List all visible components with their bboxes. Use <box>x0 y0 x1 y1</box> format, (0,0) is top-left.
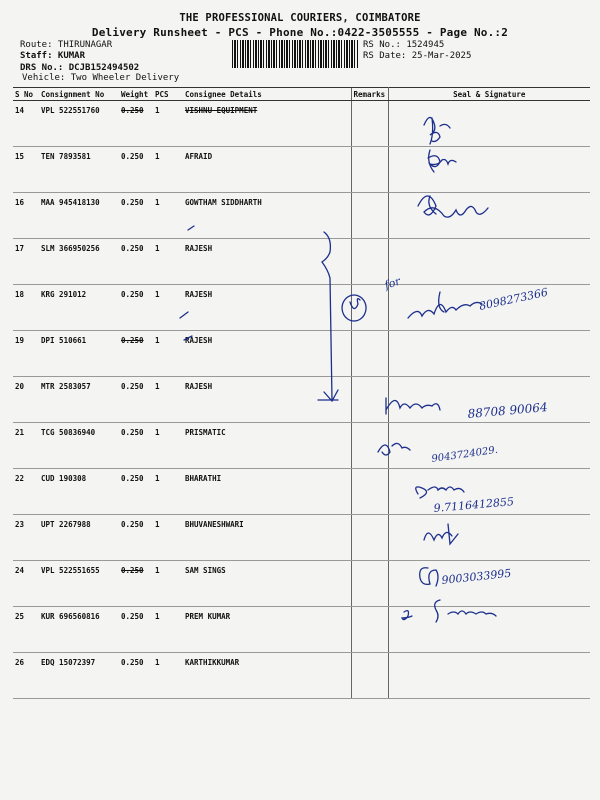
cell-signature <box>388 607 590 653</box>
runsheet-subtitle: Delivery Runsheet - PCS - Phone No.:0422-3505555 - Page No.:2 <box>91 26 509 39</box>
cell-consignment: CUD 190308 <box>39 469 119 515</box>
cell-sno: 17 <box>13 239 39 285</box>
cell-consignee: BHUVANESHWARI <box>183 515 351 561</box>
cell-pcs: 1 <box>153 469 183 515</box>
cell-sno: 19 <box>13 331 39 377</box>
rs-number: RS No.: 1524945 <box>363 40 445 50</box>
cell-sno: 22 <box>13 469 39 515</box>
table-row <box>13 653 590 699</box>
cell-consignee: RAJESH <box>183 331 351 377</box>
cell-remarks <box>351 239 388 285</box>
cell-weight: 0.250 <box>119 331 153 377</box>
col-pcs: PCS <box>153 88 183 101</box>
cell-sno: 25 <box>13 607 39 653</box>
cell-consignee: RAJESH <box>183 285 351 331</box>
cell-signature <box>388 561 590 607</box>
cell-consignee: SAM SINGS <box>183 561 351 607</box>
table-row <box>13 101 590 147</box>
cell-signature <box>388 101 590 147</box>
cell-consignment: TCG 50836940 <box>39 423 119 469</box>
cell-consignment: DPI 510661 <box>39 331 119 377</box>
cell-remarks <box>351 515 388 561</box>
cell-consignment: MTR 2583057 <box>39 377 119 423</box>
cell-weight: 0.250 <box>119 515 153 561</box>
cell-weight: 0.250 <box>119 193 153 239</box>
cell-remarks <box>351 377 388 423</box>
table-row <box>13 423 590 469</box>
table-header-row <box>13 88 590 101</box>
cell-consignee: GOWTHAM SIDDHARTH <box>183 193 351 239</box>
cell-remarks <box>351 193 388 239</box>
cell-sno: 24 <box>13 561 39 607</box>
col-weight: Weight <box>119 88 153 101</box>
table-row <box>13 239 590 285</box>
cell-weight: 0.250 <box>119 101 153 147</box>
company-title: THE PROFESSIONAL COURIERS, COIMBATORE <box>179 12 421 24</box>
vehicle-label: Vehicle: Two Wheeler Delivery <box>22 73 180 83</box>
cell-consignee: BHARATHI <box>183 469 351 515</box>
cell-remarks <box>351 561 388 607</box>
cell-remarks <box>351 653 388 699</box>
cell-weight: 0.250 <box>119 561 153 607</box>
cell-pcs: 1 <box>153 377 183 423</box>
table-row <box>13 285 590 331</box>
cell-sno: 21 <box>13 423 39 469</box>
cell-weight: 0.250 <box>119 147 153 193</box>
col-consignee: Consignee Details <box>183 88 351 101</box>
phone-row-22: 9043724029. <box>430 444 499 465</box>
cell-consignment: KUR 696560816 <box>39 607 119 653</box>
cell-weight: 0.250 <box>119 653 153 699</box>
cell-pcs: 1 <box>153 423 183 469</box>
cell-remarks <box>351 607 388 653</box>
cell-remarks <box>351 285 388 331</box>
col-seal-signature: Seal & Signature <box>388 88 590 101</box>
phone-row-25: 9003033995 <box>440 566 512 587</box>
cell-consignee: PRISMATIC <box>183 423 351 469</box>
cell-sno: 26 <box>13 653 39 699</box>
cell-pcs: 1 <box>153 607 183 653</box>
cell-pcs: 1 <box>153 147 183 193</box>
table-row <box>13 331 590 377</box>
cell-pcs: 1 <box>153 193 183 239</box>
col-remarks: Remarks <box>351 88 388 101</box>
cell-weight: 0.250 <box>119 469 153 515</box>
staff-label: Staff: KUMAR <box>20 51 86 61</box>
cell-signature <box>388 331 590 377</box>
cell-remarks <box>351 469 388 515</box>
for-note: for <box>382 274 403 292</box>
col-sno: S No <box>13 88 39 101</box>
cell-signature <box>388 515 590 561</box>
runsheet-table <box>13 87 590 699</box>
phone-row-21: 88708 90064 <box>467 400 549 421</box>
phone-row-23: 9.7116412855 <box>433 495 515 515</box>
cell-consignee: KARTHIKKUMAR <box>183 653 351 699</box>
cell-weight: 0.250 <box>119 285 153 331</box>
cell-consignment: VPL 522551760 <box>39 101 119 147</box>
col-consignment: Consignment No <box>39 88 119 101</box>
cell-remarks <box>351 147 388 193</box>
cell-signature <box>388 377 590 423</box>
cell-sno: 23 <box>13 515 39 561</box>
cell-sno: 16 <box>13 193 39 239</box>
cell-consignment: VPL 522551655 <box>39 561 119 607</box>
table-row <box>13 193 590 239</box>
cell-consignee: RAJESH <box>183 239 351 285</box>
cell-weight: 0.250 <box>119 377 153 423</box>
cell-remarks <box>351 331 388 377</box>
phone-row-18: 8098273366 <box>477 285 550 313</box>
cell-sno: 14 <box>13 101 39 147</box>
table-row <box>13 147 590 193</box>
cell-consignment: SLM 366950256 <box>39 239 119 285</box>
cell-consignee: AFRAID <box>183 147 351 193</box>
cell-signature <box>388 239 590 285</box>
cell-pcs: 1 <box>153 331 183 377</box>
route-label: Route: THIRUNAGAR <box>20 40 113 50</box>
cell-signature <box>388 423 590 469</box>
drs-number: DRS No.: DCJB152494502 <box>20 63 140 73</box>
cell-consignee: RAJESH <box>183 377 351 423</box>
table-row <box>13 377 590 423</box>
cell-sno: 20 <box>13 377 39 423</box>
table-row <box>13 607 590 653</box>
cell-pcs: 1 <box>153 239 183 285</box>
cell-consignment: EDQ 15072397 <box>39 653 119 699</box>
cell-signature <box>388 193 590 239</box>
cell-signature <box>388 147 590 193</box>
cell-pcs: 1 <box>153 285 183 331</box>
cell-consignee: VISHNU EQUIPMENT <box>183 101 351 147</box>
table-row <box>13 561 590 607</box>
rs-date: RS Date: 25-Mar-2025 <box>363 51 472 61</box>
cell-pcs: 1 <box>153 101 183 147</box>
cell-sno: 15 <box>13 147 39 193</box>
cell-signature <box>388 653 590 699</box>
cell-pcs: 1 <box>153 561 183 607</box>
cell-sno: 18 <box>13 285 39 331</box>
table-row <box>13 469 590 515</box>
barcode-image <box>232 40 358 68</box>
cell-consignment: UPT 2267988 <box>39 515 119 561</box>
cell-consignment: KRG 291012 <box>39 285 119 331</box>
cell-remarks <box>351 423 388 469</box>
cell-signature <box>388 285 590 331</box>
cell-weight: 0.250 <box>119 607 153 653</box>
cell-signature <box>388 469 590 515</box>
cell-weight: 0.250 <box>119 423 153 469</box>
cell-pcs: 1 <box>153 515 183 561</box>
table-row <box>13 515 590 561</box>
cell-remarks <box>351 101 388 147</box>
cell-consignment: MAA 945418130 <box>39 193 119 239</box>
cell-consignee: PREM KUMAR <box>183 607 351 653</box>
cell-consignment: TEN 7893581 <box>39 147 119 193</box>
cell-weight: 0.250 <box>119 239 153 285</box>
cell-pcs: 1 <box>153 653 183 699</box>
